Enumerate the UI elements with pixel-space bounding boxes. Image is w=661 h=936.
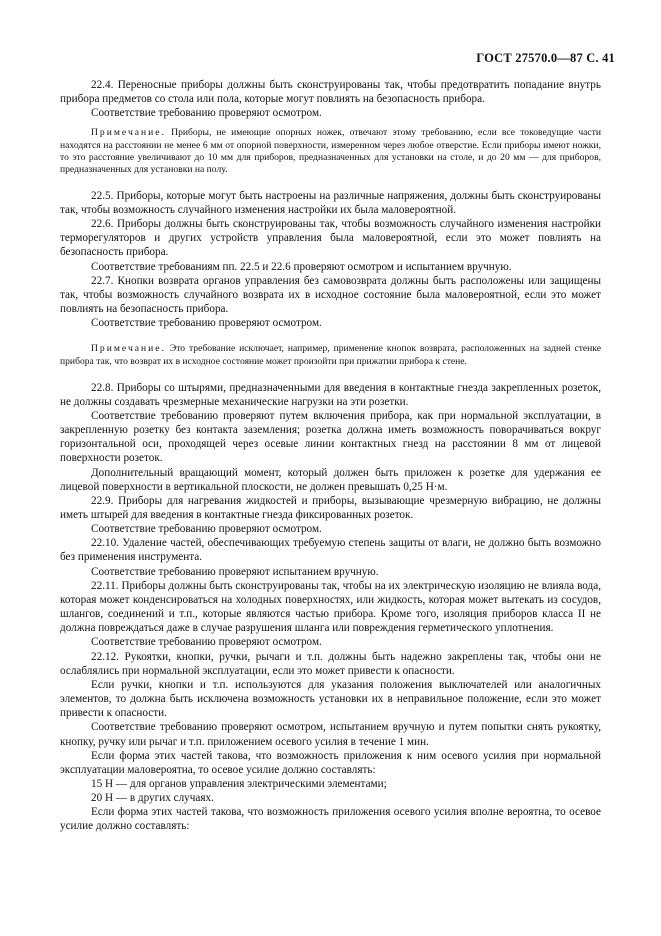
paragraph-22-7: 22.7. Кнопки возврата органов управления без самовозврата должны быть расположены или защищены так, чтобы возможность случайного возврата их в исходное состояние была маловероятной, если это может повлиять на безопасность прибора. xyxy=(60,274,601,316)
paragraph-22-10: 22.10. Удаление частей, обеспечивающих требуемую степень защиты от влаги, не должно быть возможно без применения инструмента. xyxy=(60,537,601,564)
paragraph-check: Соответствие требованию проверяют осмотром. xyxy=(91,636,322,649)
paragraph-22-12: 22.12. Рукоятки, кнопки, ручки, рычаги и т.п. должны быть надежно закреплены так, чтобы они не ослаблялись при нормальной эксплуатации, если это может привести к опасности. xyxy=(60,650,601,677)
paragraph-check: Соответствие требованиям пп. 22.5 и 22.6 проверяют осмотром и испытанием вручную. xyxy=(91,260,512,273)
paragraph-22-8: 22.8. Приборы со штырями, предназначенными для введения в контактные гнезда закрепленных розеток, не должны создавать чрезмерные механические нагрузки на эти розетки. xyxy=(60,381,601,408)
paragraph-22-4: 22.4. Переносные приборы должны быть сконструированы так, чтобы предотвратить попадание внутрь прибора предметов со стола или пола, которые могут повлиять на безопасность прибора. xyxy=(60,79,601,106)
note-1 xyxy=(60,127,601,175)
page-header: ГОСТ 27570.0—87 С. 41 xyxy=(476,51,615,65)
paragraph-check: Соответствие требованию проверяют осмотром. xyxy=(91,523,322,536)
paragraph-torque: Дополнительный вращающий момент, который должен быть приложен к розетке для удержания ее лицевой поверхности в вертикальной плоскости, не должен превышать 0,25 Н·м. xyxy=(60,466,601,493)
paragraph-axial-force: Если форма этих частей такова, что возможность приложения к ним осевого усилия при нормальной эксплуатации маловероятна, то осевое усилие должно составлять: xyxy=(60,749,601,776)
paragraph-check: Соответствие требованию проверяют испытанием вручную. xyxy=(91,565,379,578)
paragraph-force-20n: 20 Н — в других случаях. xyxy=(91,792,214,805)
paragraph-indicators: Если ручки, кнопки и т.п. используются для указания положения выключателей или аналогичных элементов, то должна быть исключена возможность установки их в неправильное положение, если это может привести к опасности. xyxy=(60,678,601,720)
paragraph-check: Соответствие требованию проверяют осмотром. xyxy=(91,107,322,120)
paragraph-22-5: 22.5. Приборы, которые могут быть настроены на различные напряжения, должны быть сконструированы так, чтобы возможность случайного изменения настройки их была маловероятной. xyxy=(60,189,601,216)
paragraph-22-11: 22.11. Приборы должны быть сконструированы так, чтобы на их электрическую изоляцию не влияла вода, которая может конденсироваться на холодных поверхностях, или жидкость, которая может вытекать из сосудов, шлангов, соединений и т.п., которые являются частью прибора. Кроме того, изоляция приборов класса II не должна повреждаться даже в случае разрушения шланга или повреждения герметического уплотнения. xyxy=(60,579,601,635)
note-label: Примечание. xyxy=(91,127,166,139)
paragraph-axial-force-likely: Если форма этих частей такова, что возможность приложения осевого усилия вполне вероятна, то осевое усилие должно составлять: xyxy=(60,806,601,833)
paragraph-check: Соответствие требованию проверяют осмотром. xyxy=(91,317,322,330)
note-text: Это требование исключает, например, применение кнопок возврата, расположенных на задней стенке прибора так, что возврат их в исходное состояние может произойти при прижатии прибора к стене. xyxy=(60,343,601,367)
note-label: Примечание. xyxy=(91,343,166,355)
note-2 xyxy=(60,343,601,367)
document-body xyxy=(60,78,601,834)
paragraph-force-15n: 15 Н — для органов управления электрическими элементами; xyxy=(91,777,387,790)
paragraph-22-6: 22.6. Приборы должны быть сконструированы так, чтобы возможность случайного изменения настройки терморегуляторов и других устройств управления была маловероятной, если это может повлиять на безопасность прибора. xyxy=(60,218,601,259)
note-text: Приборы, не имеющие опорных ножек, отвечают этому требованию, если все токоведущие части находятся на расстоянии не менее 6 мм от опорной поверхности, измеренном через любое отверстие. Если приборы имеют ножки, то это расстояние увеличивают до 10 мм для приборов, предназначенных для установки на столе, и до 20 мм — для приборов, предназначенных для установки на полу. xyxy=(60,127,601,175)
paragraph-check: Соответствие требованию проверяют путем включения прибора, как при нормальной эксплуатации, в закрепленную розетку без контакта заземления; розетка должна иметь возможность поворачиваться вокруг горизонтальной оси, проходящей через осевые линии контактных гнезд на расстоянии 8 мм от лицевой поверхности розеток. xyxy=(60,409,601,465)
paragraph-22-9: 22.9. Приборы для нагревания жидкостей и приборы, вызывающие чрезмерную вибрацию, не должны иметь штырей для введения в контактные гнезда фиксированных розеток. xyxy=(60,494,601,521)
paragraph-check: Соответствие требованию проверяют осмотром, испытанием вручную и путем попытки снять рукоятку, кнопку, ручку или рычаг и т.п. приложением осевого усилия в течение 1 мин. xyxy=(60,721,601,748)
